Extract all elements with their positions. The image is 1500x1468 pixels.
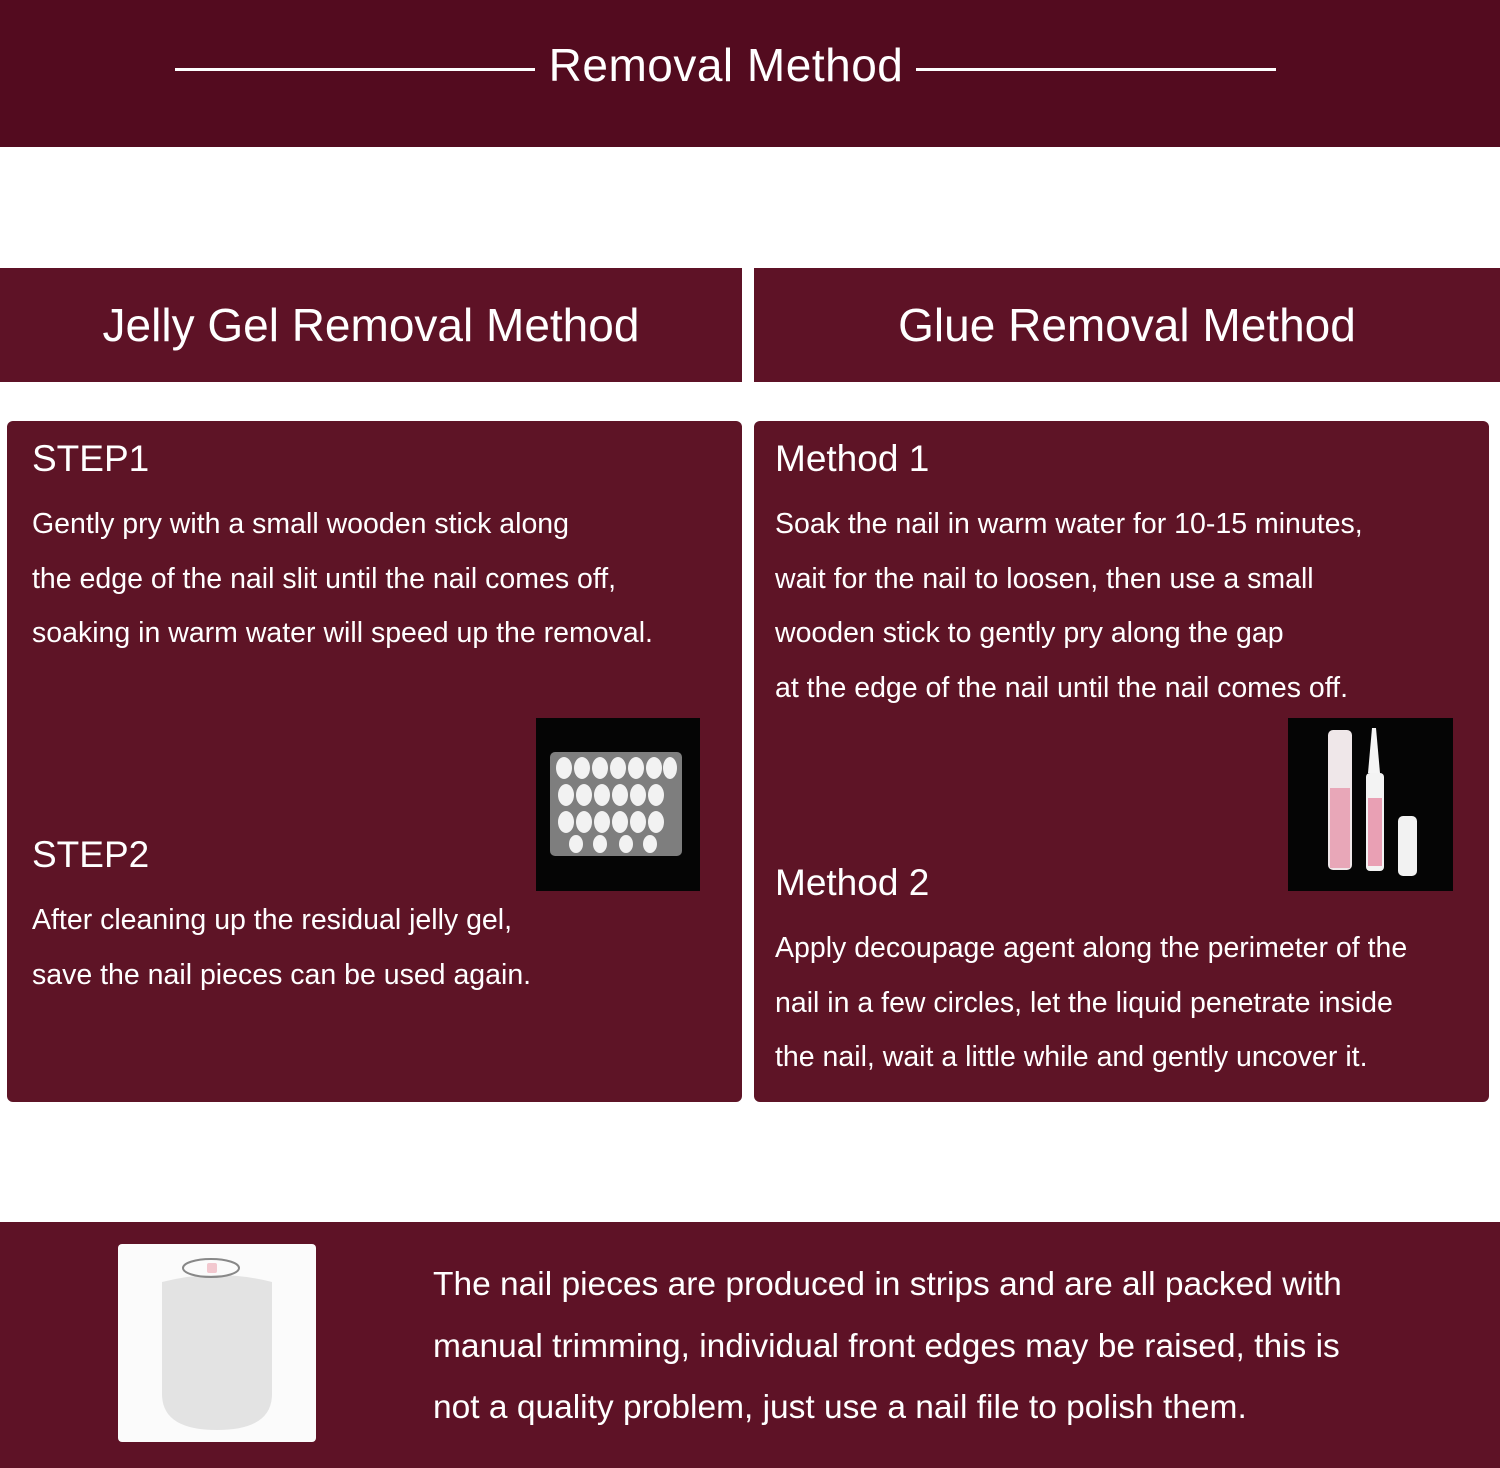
glue-header: Glue Removal Method: [754, 268, 1500, 382]
method2-title: Method 2: [775, 862, 930, 903]
method1-title: Method 1: [775, 438, 930, 479]
nail-glue-image: [1288, 718, 1453, 891]
method1-text: Soak the nail in warm water for 10-15 minutes, wait for the nail to loosen, then use a small wooden stick to gently pry along the gap at the edge of the nail until the nail comes off.: [775, 508, 1363, 704]
jelly-gel-card: [7, 421, 742, 1102]
glue-card: [754, 421, 1489, 1102]
banner-rule-right: [916, 68, 1276, 71]
top-banner: [0, 0, 1500, 147]
jelly-gel-sheet-image: [536, 718, 700, 891]
jelly-gel-header: Jelly Gel Removal Method: [0, 268, 742, 382]
step1-text: Gently pry with a small wooden stick along the edge of the nail slit until the nail comes off, soaking in warm water will speed up the removal.: [32, 508, 653, 649]
banner-title: Removal Method: [548, 39, 904, 91]
step2-text: After cleaning up the residual jelly gel, save the nail pieces can be used again.: [32, 904, 532, 991]
step1-title: STEP1: [32, 438, 150, 479]
nail-tip-image: [118, 1244, 316, 1442]
footer-note: The nail pieces are produced in strips and are all packed with manual trimming, individual front edges may be raised, this is not a quality problem, just use a nail file to polish them.: [433, 1266, 1342, 1426]
method2-text: Apply decoupage agent along the perimeter of the nail in a few circles, let the liquid penetrate inside the nail, wait a little while and gently uncover it.: [775, 932, 1408, 1073]
footer-panel: [0, 1222, 1500, 1468]
step2-title: STEP2: [32, 834, 150, 875]
